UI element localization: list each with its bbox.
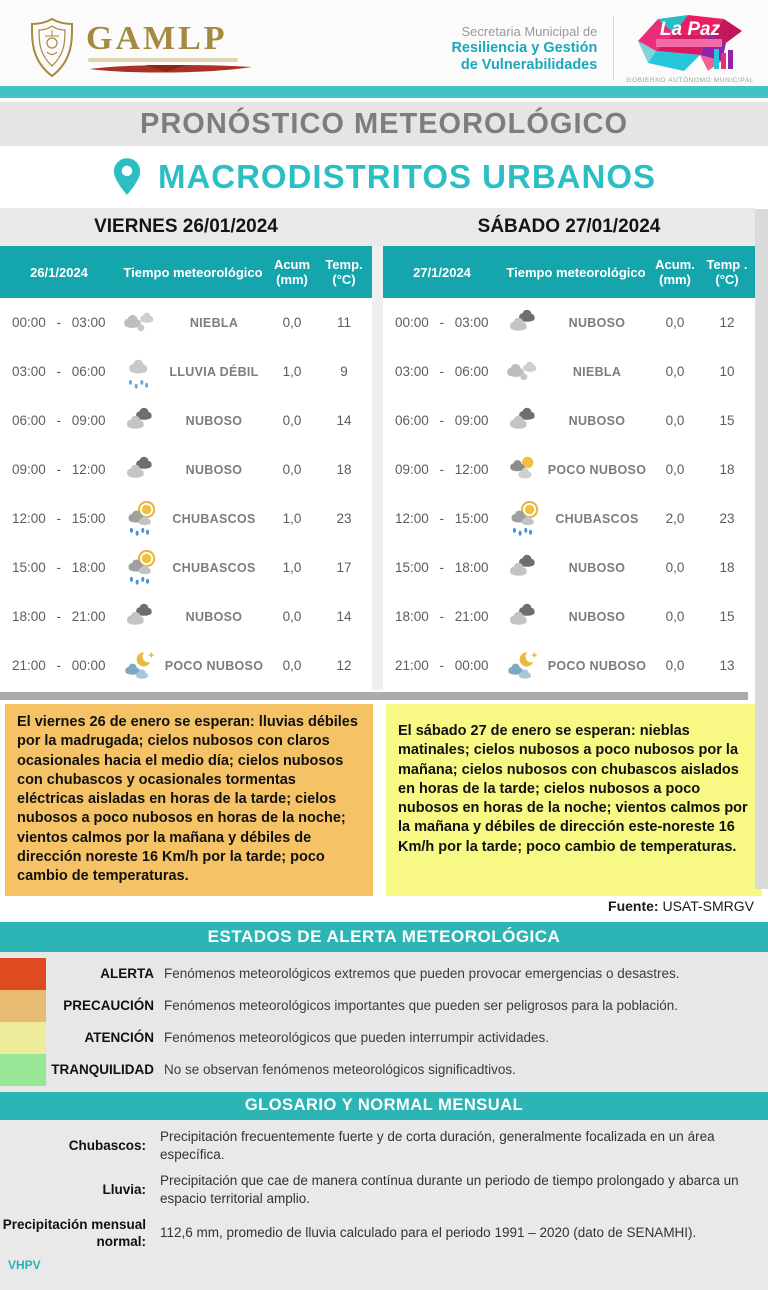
weather-description: NUBOSO [568, 315, 626, 330]
weather-description: NUBOSO [568, 609, 626, 624]
col-temp: Temp . (°C) [706, 257, 748, 287]
forecast-row [383, 592, 755, 641]
forecast-row [0, 445, 372, 494]
page-subtitle: MACRODISTRITOS URBANOS [157, 158, 657, 195]
glossary-section-title: GLOSARIO Y NORMAL MENSUAL [244, 1096, 524, 1115]
alert-level-name: PRECAUCIÓN [63, 998, 154, 1014]
top-teal-bar [0, 86, 768, 98]
temperature-value: 18 [336, 462, 352, 477]
table-mid-gap [372, 298, 383, 690]
gamlp-microtext [88, 58, 238, 62]
forecast-row [0, 396, 372, 445]
time-range: 12:00 - 15:00 [395, 511, 489, 526]
weather-description: NUBOSO [185, 609, 243, 624]
weather-description: NUBOSO [185, 462, 243, 477]
precipitation-value: 0,0 [665, 364, 685, 379]
precipitation-value: 0,0 [665, 413, 685, 428]
temperature-value: 23 [719, 511, 735, 526]
forecast-row [0, 641, 372, 690]
table-header-friday [0, 246, 372, 298]
alert-level-name: TRANQUILIDAD [51, 1062, 154, 1078]
weather-description: NUBOSO [568, 560, 626, 575]
alert-color-swatch [0, 1022, 46, 1054]
forecast-table-friday [0, 298, 372, 690]
temperature-value: 9 [340, 364, 348, 379]
forecast-row [0, 543, 372, 592]
weather-description: NUBOSO [185, 413, 243, 428]
secretariat-line1: Secretaria Municipal de [461, 23, 598, 39]
forecast-table-saturday [383, 298, 755, 690]
secretariat-title [451, 23, 601, 74]
forecast-row [383, 641, 755, 690]
weather-description: POCO NUBOSO [547, 462, 647, 477]
precipitation-value: 0,0 [282, 658, 302, 673]
cloudy-icon [118, 403, 160, 439]
logo-header [0, 0, 768, 86]
time-range: 21:00 - 00:00 [395, 658, 489, 673]
col-temp: Temp. (°C) [325, 257, 363, 287]
cloudy-icon [501, 599, 543, 635]
weather-description: CHUBASCOS [172, 511, 256, 526]
temperature-value: 13 [719, 658, 735, 673]
weather-description: NIEBLA [572, 364, 622, 379]
forecast-row [0, 592, 372, 641]
precipitation-value: 0,0 [282, 315, 302, 330]
showers-icon [501, 501, 543, 537]
table-body-row [0, 298, 755, 690]
glossary-definition: 112,6 mm, promedio de lluvia calculado para el periodo 1991 – 2020 (dato de SENAMHI). [160, 1224, 697, 1240]
alerts-legend [0, 952, 768, 1092]
forecast-row [383, 494, 755, 543]
precipitation-value: 0,0 [665, 560, 685, 575]
table-header-row [0, 246, 755, 298]
page-edge-strip [755, 209, 768, 889]
glossary-list [0, 1120, 768, 1290]
fog-icon [118, 305, 160, 341]
glossary-definition: Precipitación frecuentemente fuerte y de corta duración, generalmente focalizada en un área específica. [160, 1128, 715, 1162]
glossary-entry [0, 1172, 768, 1208]
temperature-value: 18 [719, 560, 735, 575]
alerts-section-bar [0, 922, 768, 952]
time-range: 00:00 - 03:00 [395, 315, 489, 330]
summary-saturday: El sábado 27 de enero se esperan: nieblas matinales; cielos nubosos a poco nubosos por la mañana; cielos nubosos con chubascos aislados en horas de la tarde; cielos nubosos a poco nubosos en horas de la noche; vientos calmos por la mañana y débiles de dirección este-noreste 16 Km/h por la tarde; poco cambio de temperaturas. [386, 704, 762, 896]
time-range: 00:00 - 03:00 [12, 315, 106, 330]
location-pin-icon [112, 156, 142, 198]
time-range: 12:00 - 15:00 [12, 511, 106, 526]
glossary-definition: Precipitación que cae de manera contínua durante un periodo de tiempo prolongado y abarca un espacio territorial amplio. [160, 1172, 739, 1206]
glossary-entry [0, 1128, 768, 1164]
precipitation-value: 1,0 [282, 511, 302, 526]
alert-level-name: ATENCIÓN [84, 1030, 154, 1046]
source-line [0, 898, 768, 922]
temperature-value: 11 [336, 315, 351, 330]
forecast-row [383, 543, 755, 592]
weather-description: POCO NUBOSO [164, 658, 264, 673]
col-acum: Acum (mm) [273, 257, 311, 287]
summary-blocks [0, 700, 768, 896]
summary-friday: El viernes 26 de enero se esperan: lluvias débiles por la madrugada; cielos nubosos con claros ocasionales hacia el medio día; cielos nubosos con chubascos y ocasionales tormentas eléctricas aisladas en horas de la tarde; cielos nubosos a poco nubosos en horas de la noche; vientos calmos por la mañana y débiles de dirección noreste 16 Km/h por la tarde; poco cambio de temperaturas. [5, 704, 373, 896]
temperature-value: 17 [336, 560, 352, 575]
glossary-section-bar [0, 1092, 768, 1120]
col-weather: Tiempo meteorológico [506, 264, 646, 280]
gamlp-acronym: GAMLP [86, 19, 228, 57]
weather-description: CHUBASCOS [555, 511, 639, 526]
page-title: PRONÓSTICO METEOROLÓGICO [139, 107, 628, 140]
time-range: 18:00 - 21:00 [395, 609, 489, 624]
secretariat-line2: Resiliencia y Gestión [451, 39, 598, 56]
partly-day-icon [501, 452, 543, 488]
source-value: USAT-SMRGV [662, 897, 754, 914]
source-label: Fuente: [608, 897, 659, 914]
col-date: 26/1/2024 [30, 264, 88, 280]
forecast-row [0, 494, 372, 543]
alert-level-description: Fenómenos meteorológicos extremos que pueden provocar emergencias o desastres. [164, 966, 680, 982]
time-range: 21:00 - 00:00 [12, 658, 106, 673]
temperature-value: 23 [336, 511, 352, 526]
forecast-row [383, 445, 755, 494]
time-range: 15:00 - 18:00 [12, 560, 106, 575]
precipitation-value: 0,0 [282, 609, 302, 624]
precipitation-value: 1,0 [282, 364, 302, 379]
alert-level-description: Fenómenos meteorológicos que pueden interrumpir actividades. [164, 1030, 549, 1046]
weather-description: POCO NUBOSO [547, 658, 647, 673]
cloudy-icon [501, 403, 543, 439]
temperature-value: 18 [719, 462, 735, 477]
forecast-row [0, 347, 372, 396]
alerts-section-title: ESTADOS DE ALERTA METEOROLÓGICA [207, 926, 561, 946]
subtitle-row [0, 146, 768, 208]
forecast-row [383, 396, 755, 445]
alert-level-name: ALERTA [100, 966, 154, 982]
alert-level-description: No se observan fenómenos meteorológicos significadtivos. [164, 1062, 516, 1078]
precipitation-value: 0,0 [282, 413, 302, 428]
precipitation-value: 0,0 [282, 462, 302, 477]
lapaz-caption: GOBIERNO AUTÓNOMO MUNICIPAL [626, 76, 754, 84]
lapaz-mosaic-icon [629, 13, 751, 75]
alert-level-description: Fenómenos meteorológicos importantes que pueden ser peligrosos para la población. [164, 998, 679, 1014]
weather-description: LLUVIA DÉBIL [169, 364, 259, 379]
day-title-friday: VIERNES 26/01/2024 [94, 216, 278, 237]
day-band-gap [372, 208, 383, 246]
precipitation-value: 0,0 [665, 315, 685, 330]
gamlp-wordmark [86, 19, 256, 75]
col-acum: Acum. (mm) [655, 257, 695, 287]
rain-icon [118, 354, 160, 390]
time-range: 15:00 - 18:00 [395, 560, 489, 575]
author-initials: VHPV [8, 1257, 41, 1272]
alert-level-row [0, 1054, 768, 1086]
lapaz-logo-text: La Paz [660, 18, 721, 40]
precipitation-value: 0,0 [665, 609, 685, 624]
glossary-term: Lluvia: [102, 1182, 146, 1198]
alert-level-row [0, 990, 768, 1022]
precipitation-value: 0,0 [665, 658, 685, 673]
section-divider-bar [0, 692, 748, 700]
showers-icon [118, 550, 160, 586]
day-title-saturday: SÁBADO 27/01/2024 [477, 216, 661, 237]
time-range: 06:00 - 09:00 [395, 413, 489, 428]
weather-description: CHUBASCOS [172, 560, 256, 575]
table-header-saturday [383, 246, 755, 298]
cloudy-icon [501, 550, 543, 586]
cloudy-icon [118, 452, 160, 488]
weather-description: NUBOSO [568, 413, 626, 428]
glossary-term: Chubascos: [68, 1138, 146, 1154]
forecast-row [383, 298, 755, 347]
temperature-value: 12 [336, 658, 352, 673]
forecast-row [383, 347, 755, 396]
time-range: 18:00 - 21:00 [12, 609, 106, 624]
partly-night-icon [501, 648, 543, 684]
glossary-entry [0, 1216, 768, 1250]
partly-night-icon [118, 648, 160, 684]
temperature-value: 15 [719, 413, 735, 428]
temperature-value: 12 [719, 315, 735, 330]
temperature-value: 14 [336, 413, 352, 428]
alert-level-row [0, 958, 768, 990]
time-range: 03:00 - 06:00 [395, 364, 489, 379]
header-right [451, 13, 754, 84]
precipitation-value: 0,0 [665, 462, 685, 477]
time-range: 09:00 - 12:00 [395, 462, 489, 477]
gamlp-ribbon-icon [86, 63, 256, 75]
weather-description: NIEBLA [189, 315, 239, 330]
forecast-row [0, 298, 372, 347]
col-date: 27/1/2024 [413, 264, 471, 280]
col-weather: Tiempo meteorológico [123, 264, 263, 280]
temperature-value: 10 [719, 364, 735, 379]
secretariat-line3: de Vulnerabilidades [460, 56, 598, 73]
alert-level-row [0, 1022, 768, 1054]
glossary-term: Precipitación mensual normal: [2, 1216, 146, 1249]
fog-icon [501, 354, 543, 390]
day-title-band [0, 208, 755, 246]
lapaz-logo [626, 13, 754, 84]
showers-icon [118, 501, 160, 537]
precipitation-value: 2,0 [665, 511, 685, 526]
title-band [0, 102, 768, 146]
time-range: 03:00 - 06:00 [12, 364, 106, 379]
precipitation-value: 1,0 [282, 560, 302, 575]
temperature-value: 15 [719, 609, 735, 624]
alert-color-swatch [0, 1054, 46, 1086]
temperature-value: 14 [336, 609, 352, 624]
alert-color-swatch [0, 958, 46, 990]
alert-color-swatch [0, 990, 46, 1022]
gamlp-logo [26, 16, 256, 80]
time-range: 09:00 - 12:00 [12, 462, 106, 477]
table-mid-gap [372, 246, 383, 298]
time-range: 06:00 - 09:00 [12, 413, 106, 428]
cloudy-icon [118, 599, 160, 635]
header-divider [613, 16, 614, 80]
cloudy-icon [501, 305, 543, 341]
gamlp-crest-icon [26, 16, 78, 80]
